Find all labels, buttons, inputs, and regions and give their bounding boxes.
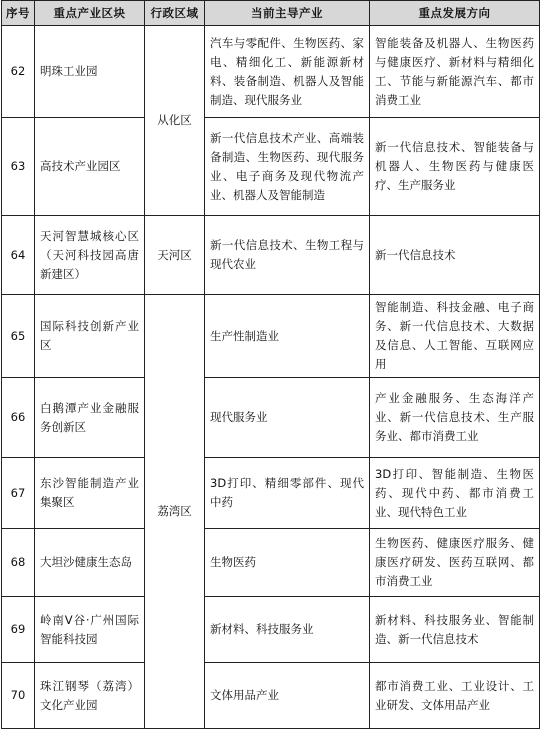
development-direction: 智能装备及机器人、生物医药与健康医疗、新材料与精细化工、节能与新能源汽车、都市消费工业: [370, 26, 540, 118]
row-number: 67: [2, 458, 35, 529]
current-industry: 新一代信息技术产业、高端装备制造、生物医药、现代服务业、电子商务及现代物流产业、机器人及智能制造: [205, 118, 370, 216]
header-no: 序号: [2, 1, 35, 26]
header-block: 重点产业区块: [35, 1, 145, 26]
block-name: 大坦沙健康生态岛: [35, 529, 145, 597]
development-direction: 产业金融服务、生态海洋产业、新一代信息技术、生产服务业、都市消费工业: [370, 378, 540, 458]
row-number: 64: [2, 216, 35, 295]
block-name: 明珠工业园: [35, 26, 145, 118]
header-district: 行政区域: [145, 1, 205, 26]
row-number: 63: [2, 118, 35, 216]
industry-block-table: [1, 0, 540, 729]
row-number: 70: [2, 663, 35, 729]
development-direction: 3D打印、智能制造、生物医药、现代中药、都市消费工业、现代特色工业: [370, 458, 540, 529]
block-name: 珠江钢琴（荔湾）文化产业园: [35, 663, 145, 729]
table-row: [2, 216, 540, 295]
district-cell: 天河区: [145, 216, 205, 295]
table-row: [2, 458, 540, 529]
current-industry: 文体用品产业: [205, 663, 370, 729]
row-number: 62: [2, 26, 35, 118]
table-row: [2, 118, 540, 216]
table-row: [2, 378, 540, 458]
development-direction: 新材料、科技服务业、智能制造、新一代信息技术: [370, 597, 540, 663]
current-industry: 生产性制造业: [205, 295, 370, 378]
block-name: 高技术产业园区: [35, 118, 145, 216]
block-name: 国际科技创新产业区: [35, 295, 145, 378]
block-name: 东沙智能制造产业集聚区: [35, 458, 145, 529]
row-number: 69: [2, 597, 35, 663]
header-industry: 当前主导产业: [205, 1, 370, 26]
district-cell: 从化区: [145, 26, 205, 216]
row-number: 66: [2, 378, 35, 458]
development-direction: 智能制造、科技金融、电子商务、新一代信息技术、大数据及信息、人工智能、互联网应用: [370, 295, 540, 378]
table-row: [2, 597, 540, 663]
current-industry: 汽车与零配件、生物医药、家电、精细化工、新能源新材料、装备制造、机器人及智能制造、现代服务业: [205, 26, 370, 118]
row-number: 65: [2, 295, 35, 378]
table-row: [2, 529, 540, 597]
current-industry: 3D打印、精细零部件、现代中药: [205, 458, 370, 529]
development-direction: 都市消费工业、工业设计、工业研发、文体用品产业: [370, 663, 540, 729]
current-industry: 新一代信息技术、生物工程与现代农业: [205, 216, 370, 295]
table-row: [2, 663, 540, 729]
current-industry: 新材料、科技服务业: [205, 597, 370, 663]
row-number: 68: [2, 529, 35, 597]
development-direction: 新一代信息技术: [370, 216, 540, 295]
table-row: [2, 295, 540, 378]
block-name: 白鹅潭产业金融服务创新区: [35, 378, 145, 458]
table-header-row: [2, 1, 540, 26]
current-industry: 生物医药: [205, 529, 370, 597]
header-direction: 重点发展方向: [370, 1, 540, 26]
table-row: [2, 26, 540, 118]
development-direction: 新一代信息技术、智能装备与机器人、生物医药与健康医疗、生产服务业: [370, 118, 540, 216]
block-name: 岭南V谷·广州国际智能科技园: [35, 597, 145, 663]
block-name: 天河智慧城核心区（天河科技园高唐新建区）: [35, 216, 145, 295]
current-industry: 现代服务业: [205, 378, 370, 458]
development-direction: 生物医药、健康医疗服务、健康医疗研发、医药互联网、都市消费工业: [370, 529, 540, 597]
district-cell: 荔湾区: [145, 295, 205, 729]
